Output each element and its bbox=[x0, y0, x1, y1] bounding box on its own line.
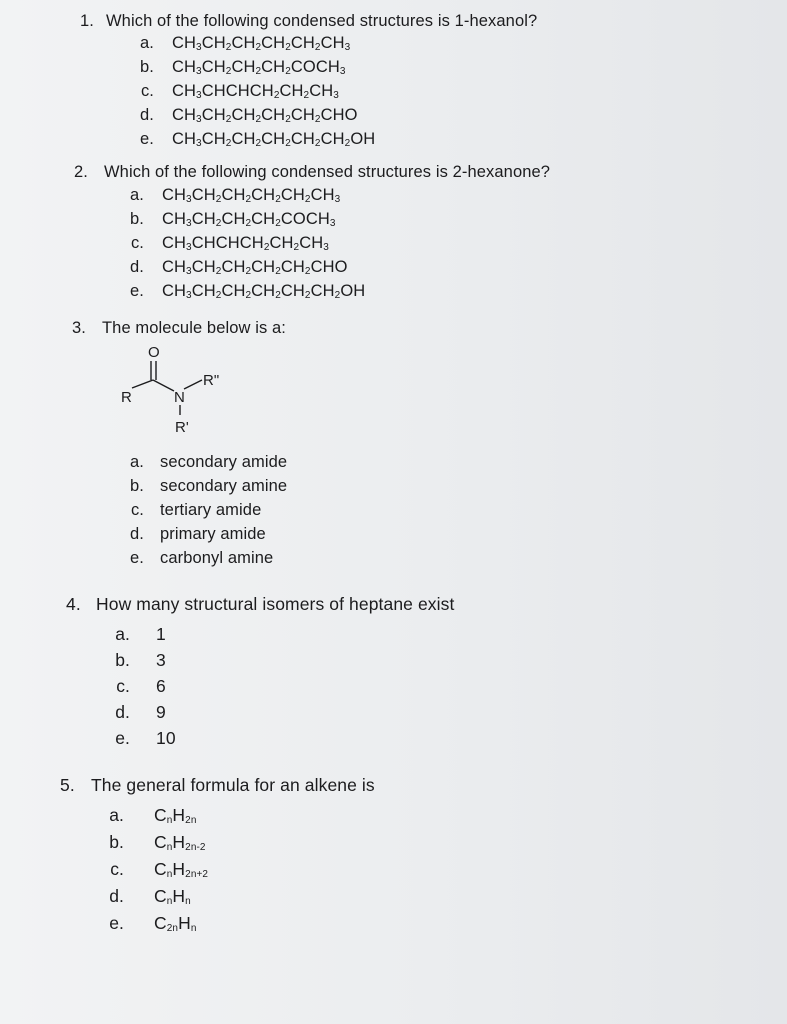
question-stem: The molecule below is a: bbox=[102, 319, 286, 337]
option-formula: $C_nH_n$ bbox=[154, 886, 191, 907]
option-text: 6 bbox=[156, 676, 166, 696]
bond-n-r2 bbox=[184, 380, 202, 389]
option-formula: $CH_3CH_2CH_2CH_2CH_2CHO$ bbox=[162, 258, 348, 277]
option-formula: $CH_3CH_2CH_2CH_2COCH_3$ bbox=[162, 210, 336, 229]
option-text: carbonyl amine bbox=[160, 549, 274, 567]
option-text: 10 bbox=[156, 728, 176, 748]
option-letter: a. bbox=[115, 624, 130, 644]
option-formula: $CH_3CH_2CH_2CH_2CH_2CH_2OH$ bbox=[172, 130, 376, 149]
option-letter: c. bbox=[130, 501, 144, 519]
option-text: primary amide bbox=[160, 525, 266, 543]
option-letter: b. bbox=[140, 58, 154, 76]
option-letter: a. bbox=[130, 186, 144, 204]
r-prime-label: R' bbox=[175, 419, 189, 435]
option-text: 3 bbox=[156, 650, 166, 670]
option-letter: b. bbox=[130, 477, 144, 495]
question-3-options bbox=[122, 453, 422, 573]
option-letter: c. bbox=[116, 676, 130, 696]
question-stem: How many structural isomers of heptane exist bbox=[96, 594, 455, 614]
option-letter: d. bbox=[140, 106, 154, 124]
question-number: 2. bbox=[74, 163, 88, 181]
option-formula: $CH_3CH_2CH_2CH_2CH_2CH_3$ bbox=[172, 34, 351, 53]
option-letter: d. bbox=[130, 258, 144, 276]
option-formula: $CH_3CHCHCH_2CH_2CH_3$ bbox=[172, 82, 339, 101]
question-stem: Which of the following condensed structures is 2-hexanone? bbox=[104, 163, 551, 181]
question-number: 4. bbox=[66, 594, 81, 614]
option-letter: a. bbox=[140, 34, 154, 52]
amide-structure-diagram bbox=[110, 340, 250, 435]
option-text: secondary amine bbox=[160, 477, 288, 495]
option-letter: e. bbox=[140, 130, 154, 148]
bond-r-carbon bbox=[132, 380, 153, 388]
r-double-prime-label: R" bbox=[203, 372, 220, 389]
nitrogen-label: N bbox=[174, 389, 185, 406]
option-letter: e. bbox=[115, 728, 130, 748]
option-letter: d. bbox=[130, 525, 144, 543]
question-stem: Which of the following condensed structures is 1-hexanol? bbox=[106, 12, 538, 30]
option-formula: $CH_3CH_2CH_2CH_2CH_2CH_2OH$ bbox=[162, 282, 366, 301]
question-5 bbox=[60, 775, 560, 935]
question-number: 5. bbox=[60, 775, 75, 795]
option-letter: c. bbox=[140, 82, 154, 100]
option-letter: c. bbox=[110, 859, 124, 879]
option-letter: e. bbox=[130, 282, 144, 300]
option-letter: b. bbox=[115, 650, 130, 670]
question-number: 3. bbox=[72, 319, 86, 337]
option-formula: $C_nH_{2n+2}$ bbox=[154, 859, 209, 880]
option-text: tertiary amide bbox=[160, 501, 262, 519]
bond-carbon-n bbox=[153, 380, 174, 391]
oxygen-label: O bbox=[148, 344, 160, 361]
option-formula: $C_nH_{2n-2}$ bbox=[154, 832, 206, 853]
option-letter: e. bbox=[109, 913, 124, 933]
option-letter: b. bbox=[130, 210, 144, 228]
option-formula: $CH_3CHCHCH_2CH_2CH_3$ bbox=[162, 234, 329, 253]
r-group-label: R bbox=[121, 389, 132, 406]
option-letter: d. bbox=[115, 702, 130, 722]
question-4 bbox=[66, 594, 566, 754]
option-letter: c. bbox=[130, 234, 144, 252]
option-formula: $CH_3CH_2CH_2CH_2CH_2CHO$ bbox=[172, 106, 358, 125]
question-2 bbox=[74, 163, 674, 301]
option-letter: e. bbox=[130, 549, 144, 567]
option-letter: a. bbox=[109, 805, 124, 825]
question-number: 1. bbox=[80, 12, 94, 30]
option-formula: $C_{2n}H_n$ bbox=[154, 913, 197, 934]
question-stem: The general formula for an alkene is bbox=[91, 775, 375, 795]
option-formula: $CH_3CH_2CH_2CH_2COCH_3$ bbox=[172, 58, 346, 77]
option-letter: a. bbox=[130, 453, 144, 471]
question-1 bbox=[80, 12, 680, 149]
option-text: 1 bbox=[156, 624, 166, 644]
option-letter: d. bbox=[109, 886, 124, 906]
option-letter: b. bbox=[109, 832, 124, 852]
option-text: secondary amide bbox=[160, 453, 288, 471]
option-formula: $C_nH_{2n}$ bbox=[154, 805, 197, 826]
option-text: 9 bbox=[156, 702, 166, 722]
option-formula: $CH_3CH_2CH_2CH_2CH_2CH_3$ bbox=[162, 186, 341, 205]
